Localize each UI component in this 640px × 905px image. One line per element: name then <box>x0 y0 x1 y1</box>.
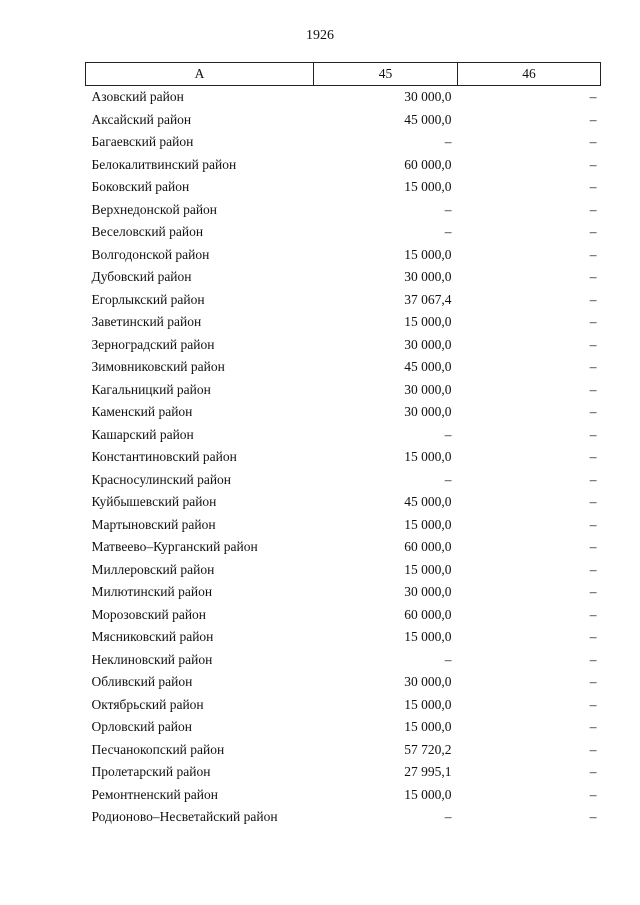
district-name-cell: Матвеево–Курганский район <box>91 539 258 555</box>
district-name-cell: Белокалитвинский район <box>91 156 237 172</box>
value-45-cell: 30 000,0 <box>404 584 452 600</box>
value-45-cell: 30 000,0 <box>404 381 452 397</box>
value-45-cell: 15 000,0 <box>404 719 452 735</box>
value-45-cell: 30 000,0 <box>404 89 452 105</box>
value-46-cell: – <box>589 269 597 285</box>
value-45-cell: – <box>444 651 452 667</box>
district-name-cell: Зерноградский район <box>91 336 215 352</box>
value-46-cell: – <box>589 471 597 487</box>
column-header-46: 46 <box>458 63 601 86</box>
table-row <box>86 424 601 447</box>
value-45-cell: 15 000,0 <box>404 516 452 532</box>
budget-table <box>85 62 601 829</box>
value-46-cell: – <box>589 314 597 330</box>
value-45-cell: 37 067,4 <box>404 291 452 307</box>
district-name-cell: Морозовский район <box>91 606 207 622</box>
district-name-cell: Дубовский район <box>91 269 192 285</box>
value-46-cell: – <box>589 246 597 262</box>
value-45-cell: 27 995,1 <box>404 764 452 780</box>
value-46-cell: – <box>589 539 597 555</box>
value-45-cell: 15 000,0 <box>404 314 452 330</box>
table-body <box>86 86 601 829</box>
value-46-cell: – <box>589 336 597 352</box>
district-name-cell: Егорлыкский район <box>91 291 205 307</box>
value-46-cell: – <box>589 741 597 757</box>
table-row <box>86 131 601 154</box>
table-row <box>86 604 601 627</box>
table-row <box>86 581 601 604</box>
value-45-cell: 45 000,0 <box>404 111 452 127</box>
table-row <box>86 446 601 469</box>
value-45-cell: 15 000,0 <box>404 561 452 577</box>
value-45-cell: 60 000,0 <box>404 156 452 172</box>
table-header-row <box>86 63 601 86</box>
value-45-cell: 45 000,0 <box>404 494 452 510</box>
value-45-cell: 15 000,0 <box>404 246 452 262</box>
value-45-cell: – <box>444 426 452 442</box>
value-46-cell: – <box>589 719 597 735</box>
district-name-cell: Багаевский район <box>91 134 194 150</box>
value-46-cell: – <box>589 449 597 465</box>
table-row <box>86 401 601 424</box>
value-46-cell: – <box>589 291 597 307</box>
table-row <box>86 626 601 649</box>
value-45-cell: 60 000,0 <box>404 539 452 555</box>
value-45-cell: – <box>444 224 452 240</box>
table-row <box>86 739 601 762</box>
value-46-cell: – <box>589 786 597 802</box>
table-row <box>86 671 601 694</box>
table-row <box>86 86 601 109</box>
table-row <box>86 806 601 829</box>
value-45-cell: 15 000,0 <box>404 449 452 465</box>
table-row <box>86 199 601 222</box>
table-row <box>86 491 601 514</box>
district-name-cell: Красносулинский район <box>91 471 232 487</box>
value-45-cell: 57 720,2 <box>404 741 452 757</box>
table-row <box>86 536 601 559</box>
value-45-cell: 30 000,0 <box>404 404 452 420</box>
district-name-cell: Обливский район <box>91 674 193 690</box>
district-name-cell: Зимовниковский район <box>91 359 225 375</box>
value-45-cell: 15 000,0 <box>404 696 452 712</box>
value-46-cell: – <box>589 561 597 577</box>
district-name-cell: Каменский район <box>91 404 193 420</box>
column-header-a: А <box>86 63 314 86</box>
value-45-cell: 30 000,0 <box>404 674 452 690</box>
value-46-cell: – <box>589 606 597 622</box>
value-46-cell: – <box>589 584 597 600</box>
value-46-cell: – <box>589 674 597 690</box>
value-46-cell: – <box>589 201 597 217</box>
district-name-cell: Родионово–Несветайский район <box>91 809 278 825</box>
table-row <box>86 334 601 357</box>
value-45-cell: – <box>444 201 452 217</box>
table-row <box>86 311 601 334</box>
table-row <box>86 761 601 784</box>
district-name-cell: Заветинский район <box>91 314 202 330</box>
value-46-cell: – <box>589 494 597 510</box>
table-row <box>86 289 601 312</box>
table-row <box>86 649 601 672</box>
table-row <box>86 716 601 739</box>
value-46-cell: – <box>589 426 597 442</box>
table-header <box>86 63 601 86</box>
table-row <box>86 176 601 199</box>
district-name-cell: Боковский район <box>91 179 190 195</box>
value-46-cell: – <box>589 134 597 150</box>
value-46-cell: – <box>589 156 597 172</box>
table-row <box>86 154 601 177</box>
column-header-45: 45 <box>314 63 458 86</box>
value-46-cell: – <box>589 629 597 645</box>
value-45-cell: 15 000,0 <box>404 179 452 195</box>
value-46-cell: – <box>589 381 597 397</box>
district-name-cell: Пролетарский район <box>91 764 211 780</box>
value-46-cell: – <box>589 764 597 780</box>
table-row <box>86 109 601 132</box>
value-46-cell: – <box>589 404 597 420</box>
value-45-cell: 30 000,0 <box>404 336 452 352</box>
value-46-cell: – <box>589 809 597 825</box>
value-46-cell: – <box>589 111 597 127</box>
value-45-cell: 45 000,0 <box>404 359 452 375</box>
value-46-cell: – <box>589 696 597 712</box>
district-name-cell: Азовский район <box>91 89 184 105</box>
table-row <box>86 559 601 582</box>
district-name-cell: Волгодонской район <box>91 246 210 262</box>
district-name-cell: Кагальницкий район <box>91 381 211 397</box>
district-name-cell: Миллеровский район <box>91 561 215 577</box>
district-name-cell: Ремонтненский район <box>91 786 218 802</box>
district-name-cell: Верхнедонской район <box>91 201 218 217</box>
value-45-cell: – <box>444 134 452 150</box>
district-name-cell: Милютинский район <box>91 584 213 600</box>
page-number: 1926 <box>306 28 334 43</box>
table-row <box>86 356 601 379</box>
value-46-cell: – <box>589 516 597 532</box>
table-row <box>86 221 601 244</box>
table-row <box>86 694 601 717</box>
table-row <box>86 266 601 289</box>
value-45-cell: – <box>444 809 452 825</box>
table-row <box>86 244 601 267</box>
district-name-cell: Веселовский район <box>91 224 204 240</box>
table-row <box>86 469 601 492</box>
table-row <box>86 514 601 537</box>
district-name-cell: Куйбышевский район <box>91 494 217 510</box>
value-46-cell: – <box>589 224 597 240</box>
value-46-cell: – <box>589 651 597 667</box>
district-name-cell: Орловский район <box>91 719 192 735</box>
value-46-cell: – <box>589 179 597 195</box>
value-46-cell: – <box>589 359 597 375</box>
district-name-cell: Аксайский район <box>91 111 192 127</box>
table-row <box>86 784 601 807</box>
value-46-cell: – <box>589 89 597 105</box>
district-name-cell: Неклиновский район <box>91 651 213 667</box>
district-name-cell: Константиновский район <box>91 449 237 465</box>
value-45-cell: 15 000,0 <box>404 629 452 645</box>
value-45-cell: 30 000,0 <box>404 269 452 285</box>
value-45-cell: – <box>444 471 452 487</box>
district-name-cell: Мясниковский район <box>91 629 214 645</box>
table-row <box>86 379 601 402</box>
value-45-cell: 60 000,0 <box>404 606 452 622</box>
value-45-cell: 15 000,0 <box>404 786 452 802</box>
district-name-cell: Мартыновский район <box>91 516 216 532</box>
district-name-cell: Октябрьский район <box>91 696 204 712</box>
district-name-cell: Кашарский район <box>91 426 194 442</box>
district-name-cell: Песчанокопский район <box>91 741 225 757</box>
